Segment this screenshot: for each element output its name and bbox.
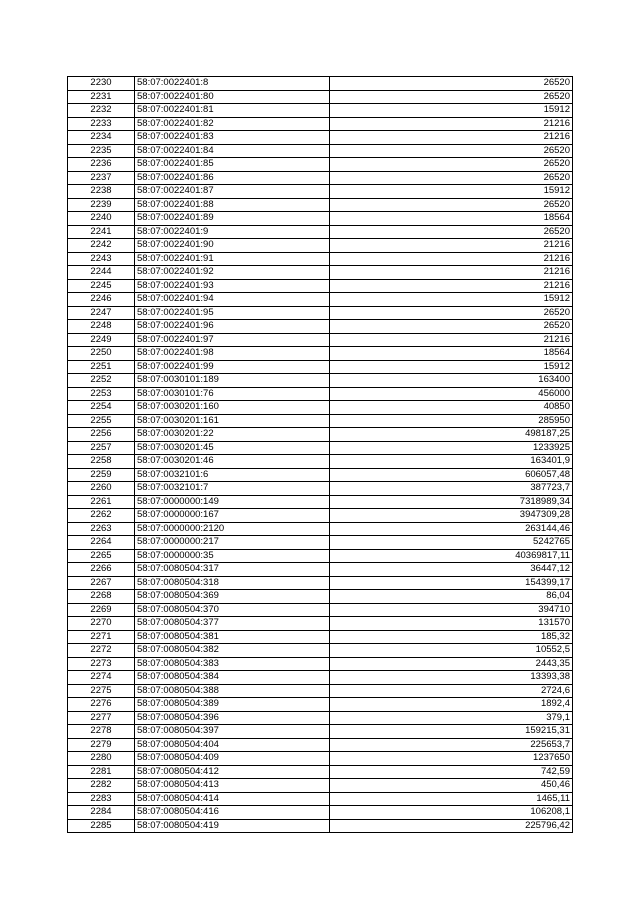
cadastral-number-cell: 58:07:0022401:88 [135, 198, 330, 212]
table-row [68, 792, 573, 806]
table-row [68, 779, 573, 793]
cadastral-number-cell: 58:07:0022401:97 [135, 333, 330, 347]
table-row [68, 225, 573, 239]
value-cell: 86,04 [330, 590, 573, 604]
cadastral-number-cell: 58:07:0080504:384 [135, 671, 330, 685]
value-cell: 131570 [330, 617, 573, 631]
value-cell: 26520 [330, 158, 573, 172]
row-number-cell: 2246 [68, 293, 135, 307]
table-row [68, 414, 573, 428]
table-row [68, 576, 573, 590]
value-cell: 285950 [330, 414, 573, 428]
cadastral-number-cell: 58:07:0080504:382 [135, 644, 330, 658]
value-cell: 154399,17 [330, 576, 573, 590]
row-number-cell: 2254 [68, 401, 135, 415]
row-number-cell: 2234 [68, 131, 135, 145]
row-number-cell: 2237 [68, 171, 135, 185]
cadastral-number-cell: 58:07:0080504:409 [135, 752, 330, 766]
table-row [68, 239, 573, 253]
value-cell: 394710 [330, 603, 573, 617]
cadastral-number-cell: 58:07:0022401:80 [135, 90, 330, 104]
table-row [68, 738, 573, 752]
row-number-cell: 2238 [68, 185, 135, 199]
table-row [68, 104, 573, 118]
cadastral-number-cell: 58:07:0022401:81 [135, 104, 330, 118]
cadastral-number-cell: 58:07:0022401:89 [135, 212, 330, 226]
cadastral-number-cell: 58:07:0022401:91 [135, 252, 330, 266]
value-cell: 1233925 [330, 441, 573, 455]
table-row [68, 765, 573, 779]
cadastral-number-cell: 58:07:0032101:7 [135, 482, 330, 496]
row-number-cell: 2247 [68, 306, 135, 320]
cadastral-number-cell: 58:07:0022401:94 [135, 293, 330, 307]
table-row [68, 387, 573, 401]
table-row [68, 171, 573, 185]
row-number-cell: 2242 [68, 239, 135, 253]
table-row [68, 131, 573, 145]
value-cell: 26520 [330, 77, 573, 91]
row-number-cell: 2280 [68, 752, 135, 766]
value-cell: 26520 [330, 171, 573, 185]
table-row [68, 482, 573, 496]
cadastral-number-cell: 58:07:0022401:83 [135, 131, 330, 145]
cadastral-number-cell: 58:07:0022401:85 [135, 158, 330, 172]
table-row [68, 90, 573, 104]
table-row [68, 374, 573, 388]
table-row [68, 657, 573, 671]
table-row [68, 279, 573, 293]
row-number-cell: 2239 [68, 198, 135, 212]
row-number-cell: 2281 [68, 765, 135, 779]
cadastral-number-cell: 58:07:0080504:381 [135, 630, 330, 644]
row-number-cell: 2276 [68, 698, 135, 712]
value-cell: 26520 [330, 90, 573, 104]
cadastral-number-cell: 58:07:0080504:397 [135, 725, 330, 739]
table-row [68, 603, 573, 617]
value-cell: 163401,9 [330, 455, 573, 469]
value-cell: 26520 [330, 198, 573, 212]
cadastral-number-cell: 58:07:0032101:6 [135, 468, 330, 482]
cadastral-number-cell: 58:07:0030201:46 [135, 455, 330, 469]
row-number-cell: 2240 [68, 212, 135, 226]
value-cell: 15912 [330, 104, 573, 118]
cadastral-number-cell: 58:07:0080504:383 [135, 657, 330, 671]
row-number-cell: 2255 [68, 414, 135, 428]
cadastral-number-cell: 58:07:0022401:90 [135, 239, 330, 253]
row-number-cell: 2269 [68, 603, 135, 617]
cadastral-number-cell: 58:07:0080504:419 [135, 819, 330, 833]
table-row [68, 644, 573, 658]
row-number-cell: 2258 [68, 455, 135, 469]
cadastral-number-cell: 58:07:0080504:388 [135, 684, 330, 698]
cadastral-number-cell: 58:07:0080504:396 [135, 711, 330, 725]
row-number-cell: 2265 [68, 549, 135, 563]
value-cell: 26520 [330, 225, 573, 239]
value-cell: 36447,12 [330, 563, 573, 577]
value-cell: 13393,38 [330, 671, 573, 685]
value-cell: 21216 [330, 333, 573, 347]
row-number-cell: 2275 [68, 684, 135, 698]
row-number-cell: 2232 [68, 104, 135, 118]
row-number-cell: 2256 [68, 428, 135, 442]
row-number-cell: 2282 [68, 779, 135, 793]
table-row [68, 401, 573, 415]
row-number-cell: 2285 [68, 819, 135, 833]
row-number-cell: 2245 [68, 279, 135, 293]
cadastral-number-cell: 58:07:0030201:45 [135, 441, 330, 455]
row-number-cell: 2257 [68, 441, 135, 455]
table-row [68, 752, 573, 766]
table-row [68, 549, 573, 563]
table-row [68, 698, 573, 712]
value-cell: 21216 [330, 266, 573, 280]
value-cell: 387723,7 [330, 482, 573, 496]
value-cell: 5242765 [330, 536, 573, 550]
value-cell: 15912 [330, 185, 573, 199]
value-cell: 3947309,28 [330, 509, 573, 523]
row-number-cell: 2243 [68, 252, 135, 266]
row-number-cell: 2264 [68, 536, 135, 550]
cadastral-number-cell: 58:07:0022401:8 [135, 77, 330, 91]
cadastral-number-cell: 58:07:0022401:93 [135, 279, 330, 293]
cadastral-number-cell: 58:07:0080504:404 [135, 738, 330, 752]
table-row [68, 252, 573, 266]
cadastral-number-cell: 58:07:0022401:84 [135, 144, 330, 158]
table-row [68, 617, 573, 631]
value-cell: 159215,31 [330, 725, 573, 739]
value-cell: 40369817,11 [330, 549, 573, 563]
table-row [68, 428, 573, 442]
cadastral-number-cell: 58:07:0000000:167 [135, 509, 330, 523]
table-row [68, 536, 573, 550]
cadastral-number-cell: 58:07:0080504:412 [135, 765, 330, 779]
row-number-cell: 2266 [68, 563, 135, 577]
table-row [68, 468, 573, 482]
row-number-cell: 2263 [68, 522, 135, 536]
value-cell: 379,1 [330, 711, 573, 725]
cadastral-number-cell: 58:07:0022401:87 [135, 185, 330, 199]
row-number-cell: 2261 [68, 495, 135, 509]
value-cell: 21216 [330, 117, 573, 131]
row-number-cell: 2231 [68, 90, 135, 104]
cadastral-number-cell: 58:07:0080504:318 [135, 576, 330, 590]
cadastral-number-cell: 58:07:0022401:82 [135, 117, 330, 131]
table-row [68, 117, 573, 131]
row-number-cell: 2278 [68, 725, 135, 739]
table-row [68, 684, 573, 698]
row-number-cell: 2250 [68, 347, 135, 361]
cadastral-number-cell: 58:07:0022401:99 [135, 360, 330, 374]
value-cell: 21216 [330, 239, 573, 253]
cadastral-number-cell: 58:07:0030101:189 [135, 374, 330, 388]
table-row [68, 819, 573, 833]
table-row [68, 360, 573, 374]
table-row [68, 185, 573, 199]
value-cell: 1465,11 [330, 792, 573, 806]
value-cell: 21216 [330, 279, 573, 293]
table-row [68, 509, 573, 523]
value-cell: 450,46 [330, 779, 573, 793]
table-row [68, 806, 573, 820]
data-table [67, 76, 573, 833]
row-number-cell: 2244 [68, 266, 135, 280]
row-number-cell: 2279 [68, 738, 135, 752]
row-number-cell: 2251 [68, 360, 135, 374]
cadastral-number-cell: 58:07:0022401:86 [135, 171, 330, 185]
cadastral-number-cell: 58:07:0022401:9 [135, 225, 330, 239]
cadastral-number-cell: 58:07:0030201:22 [135, 428, 330, 442]
row-number-cell: 2241 [68, 225, 135, 239]
value-cell: 10552,5 [330, 644, 573, 658]
table-row [68, 144, 573, 158]
cadastral-number-cell: 58:07:0080504:370 [135, 603, 330, 617]
value-cell: 18564 [330, 347, 573, 361]
table-row [68, 522, 573, 536]
cadastral-number-cell: 58:07:0000000:149 [135, 495, 330, 509]
table-row [68, 711, 573, 725]
table-row [68, 441, 573, 455]
row-number-cell: 2235 [68, 144, 135, 158]
value-cell: 1892,4 [330, 698, 573, 712]
table-row [68, 158, 573, 172]
value-cell: 106208,1 [330, 806, 573, 820]
value-cell: 742,59 [330, 765, 573, 779]
row-number-cell: 2277 [68, 711, 135, 725]
table-body [68, 77, 573, 833]
value-cell: 15912 [330, 360, 573, 374]
row-number-cell: 2253 [68, 387, 135, 401]
cadastral-number-cell: 58:07:0000000:35 [135, 549, 330, 563]
value-cell: 26520 [330, 306, 573, 320]
table-row [68, 563, 573, 577]
value-cell: 606057,48 [330, 468, 573, 482]
row-number-cell: 2273 [68, 657, 135, 671]
table-row [68, 671, 573, 685]
table-row [68, 266, 573, 280]
value-cell: 263144,46 [330, 522, 573, 536]
row-number-cell: 2271 [68, 630, 135, 644]
cadastral-number-cell: 58:07:0022401:96 [135, 320, 330, 334]
cadastral-number-cell: 58:07:0022401:95 [135, 306, 330, 320]
value-cell: 225653,7 [330, 738, 573, 752]
row-number-cell: 2283 [68, 792, 135, 806]
row-number-cell: 2272 [68, 644, 135, 658]
cadastral-number-cell: 58:07:0080504:416 [135, 806, 330, 820]
table-row [68, 198, 573, 212]
value-cell: 21216 [330, 131, 573, 145]
value-cell: 1237650 [330, 752, 573, 766]
cadastral-number-cell: 58:07:0080504:389 [135, 698, 330, 712]
table-row [68, 590, 573, 604]
cadastral-number-cell: 58:07:0080504:317 [135, 563, 330, 577]
cadastral-number-cell: 58:07:0080504:414 [135, 792, 330, 806]
table-row [68, 293, 573, 307]
table-row [68, 630, 573, 644]
row-number-cell: 2259 [68, 468, 135, 482]
value-cell: 40850 [330, 401, 573, 415]
row-number-cell: 2236 [68, 158, 135, 172]
row-number-cell: 2252 [68, 374, 135, 388]
table-row [68, 347, 573, 361]
cadastral-number-cell: 58:07:0022401:98 [135, 347, 330, 361]
table-row [68, 455, 573, 469]
cadastral-number-cell: 58:07:0080504:377 [135, 617, 330, 631]
row-number-cell: 2233 [68, 117, 135, 131]
value-cell: 26520 [330, 144, 573, 158]
cadastral-number-cell: 58:07:0022401:92 [135, 266, 330, 280]
row-number-cell: 2248 [68, 320, 135, 334]
cadastral-number-cell: 58:07:0030201:160 [135, 401, 330, 415]
cadastral-number-cell: 58:07:0080504:413 [135, 779, 330, 793]
value-cell: 26520 [330, 320, 573, 334]
cadastral-number-cell: 58:07:0000000:2120 [135, 522, 330, 536]
value-cell: 18564 [330, 212, 573, 226]
table-row [68, 212, 573, 226]
value-cell: 7318989,34 [330, 495, 573, 509]
table-row [68, 77, 573, 91]
row-number-cell: 2267 [68, 576, 135, 590]
row-number-cell: 2270 [68, 617, 135, 631]
row-number-cell: 2268 [68, 590, 135, 604]
table-row [68, 333, 573, 347]
cadastral-number-cell: 58:07:0030201:161 [135, 414, 330, 428]
value-cell: 2443,35 [330, 657, 573, 671]
row-number-cell: 2284 [68, 806, 135, 820]
row-number-cell: 2230 [68, 77, 135, 91]
cadastral-number-cell: 58:07:0030101:76 [135, 387, 330, 401]
table-row [68, 725, 573, 739]
row-number-cell: 2260 [68, 482, 135, 496]
row-number-cell: 2274 [68, 671, 135, 685]
row-number-cell: 2262 [68, 509, 135, 523]
table-row [68, 495, 573, 509]
value-cell: 163400 [330, 374, 573, 388]
value-cell: 456000 [330, 387, 573, 401]
value-cell: 225796,42 [330, 819, 573, 833]
value-cell: 2724,6 [330, 684, 573, 698]
cadastral-number-cell: 58:07:0000000:217 [135, 536, 330, 550]
value-cell: 21216 [330, 252, 573, 266]
row-number-cell: 2249 [68, 333, 135, 347]
cadastral-number-cell: 58:07:0080504:369 [135, 590, 330, 604]
value-cell: 498187,25 [330, 428, 573, 442]
table-row [68, 306, 573, 320]
value-cell: 15912 [330, 293, 573, 307]
table-row [68, 320, 573, 334]
value-cell: 185,32 [330, 630, 573, 644]
